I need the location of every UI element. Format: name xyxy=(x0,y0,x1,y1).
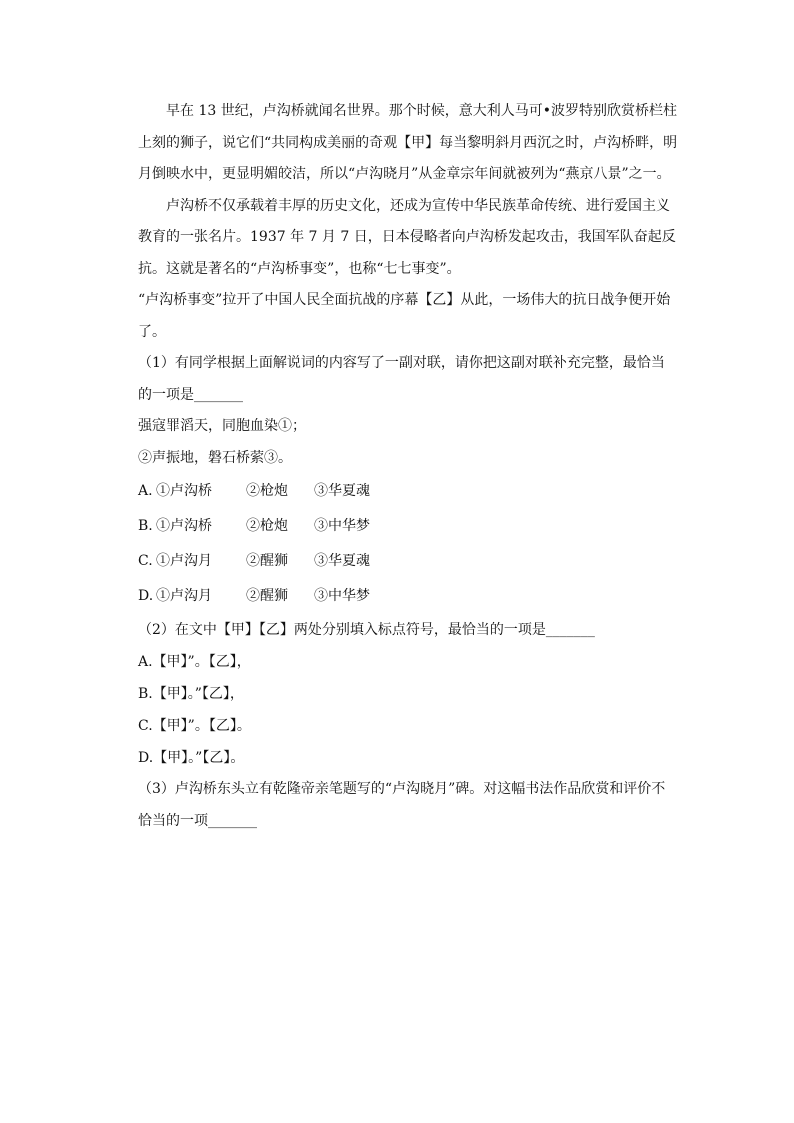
option-part-3: ③华夏魂 xyxy=(314,483,370,499)
option-part-2: ②枪炮 xyxy=(246,483,288,499)
option-part-3: ③中华梦 xyxy=(314,518,370,534)
question-2-option-a[interactable]: A.【甲】”。【乙】， xyxy=(138,654,251,670)
question-1-stem: （1）有同学根据上面解说词的内容写了一副对联，请你把这副对联补充完整，最恰当的一项是_______ xyxy=(138,355,665,403)
question-1-option-a[interactable] xyxy=(138,474,678,509)
question-1-option-c[interactable] xyxy=(138,544,678,579)
option-part-1: ①卢沟月 xyxy=(156,588,212,604)
passage-paragraph-2: 卢沟桥不仅承载着丰厚的历史文化，还成为宣传中华民族革命传统、进行爱国主义教育的一张名片。1937 年 7 月 7 日，日本侵略者向卢沟桥发起攻击，我国军队奋起反抗。这就是著名的“卢沟桥事变”，也称“七七事变”。 xyxy=(138,197,676,277)
question-2-option-b[interactable]: B.【甲】。”【乙】， xyxy=(138,686,244,702)
option-letter: B. xyxy=(138,518,153,534)
option-part-2: ②醒狮 xyxy=(246,553,288,569)
question-3-stem: （3）卢沟桥东头立有乾隆帝亲笔题写的“卢沟晓月”碑。对这幅书法作品欣赏和评价不恰当的一项_______ xyxy=(138,781,666,829)
question-2-stem: （2）在文中【甲】【乙】两处分别填入标点符号，最恰当的一项是_______ xyxy=(138,622,595,638)
option-part-3: ③中华梦 xyxy=(314,588,370,604)
couplet-line-2: ②声振地，磐石桥萦③。 xyxy=(138,449,292,466)
option-part-1: ①卢沟月 xyxy=(156,553,212,569)
option-part-2: ②枪炮 xyxy=(246,518,288,534)
question-2-option-d[interactable]: D.【甲】。”【乙】。 xyxy=(138,750,245,766)
couplet-line-1: 强寇罪滔天，同胞血染①； xyxy=(138,418,306,434)
option-part-1: ①卢沟桥 xyxy=(156,483,212,499)
option-letter: A. xyxy=(138,483,153,499)
option-part-2: ②醒狮 xyxy=(246,588,288,604)
passage-paragraph-3: “卢沟桥事变”拉开了中国人民全面抗战的序幕【乙】从此，一场伟大的抗日战争便开始了。 xyxy=(138,292,671,340)
option-part-1: ①卢沟桥 xyxy=(156,518,212,534)
option-letter: C. xyxy=(138,553,153,569)
question-1-option-b[interactable] xyxy=(138,509,678,544)
question-1-option-d[interactable] xyxy=(138,579,678,614)
passage-paragraph-1: 早在 13 世纪，卢沟桥就闻名世界。那个时候，意大利人马可•波罗特别欣赏桥栏柱上刻的狮子，说它们“共同构成美丽的奇观【甲】每当黎明斜月西沉之时，卢沟桥畔，明月倒映水中，更显明媚皎洁，所以“卢沟晓月”从金章宗年间就被列为“燕京八景”之一。 xyxy=(138,103,678,182)
option-letter: D. xyxy=(138,588,154,604)
question-2-option-c[interactable]: C.【甲】”。【乙】。 xyxy=(138,718,251,734)
document-content xyxy=(138,96,678,837)
option-part-3: ③华夏魂 xyxy=(314,553,370,569)
